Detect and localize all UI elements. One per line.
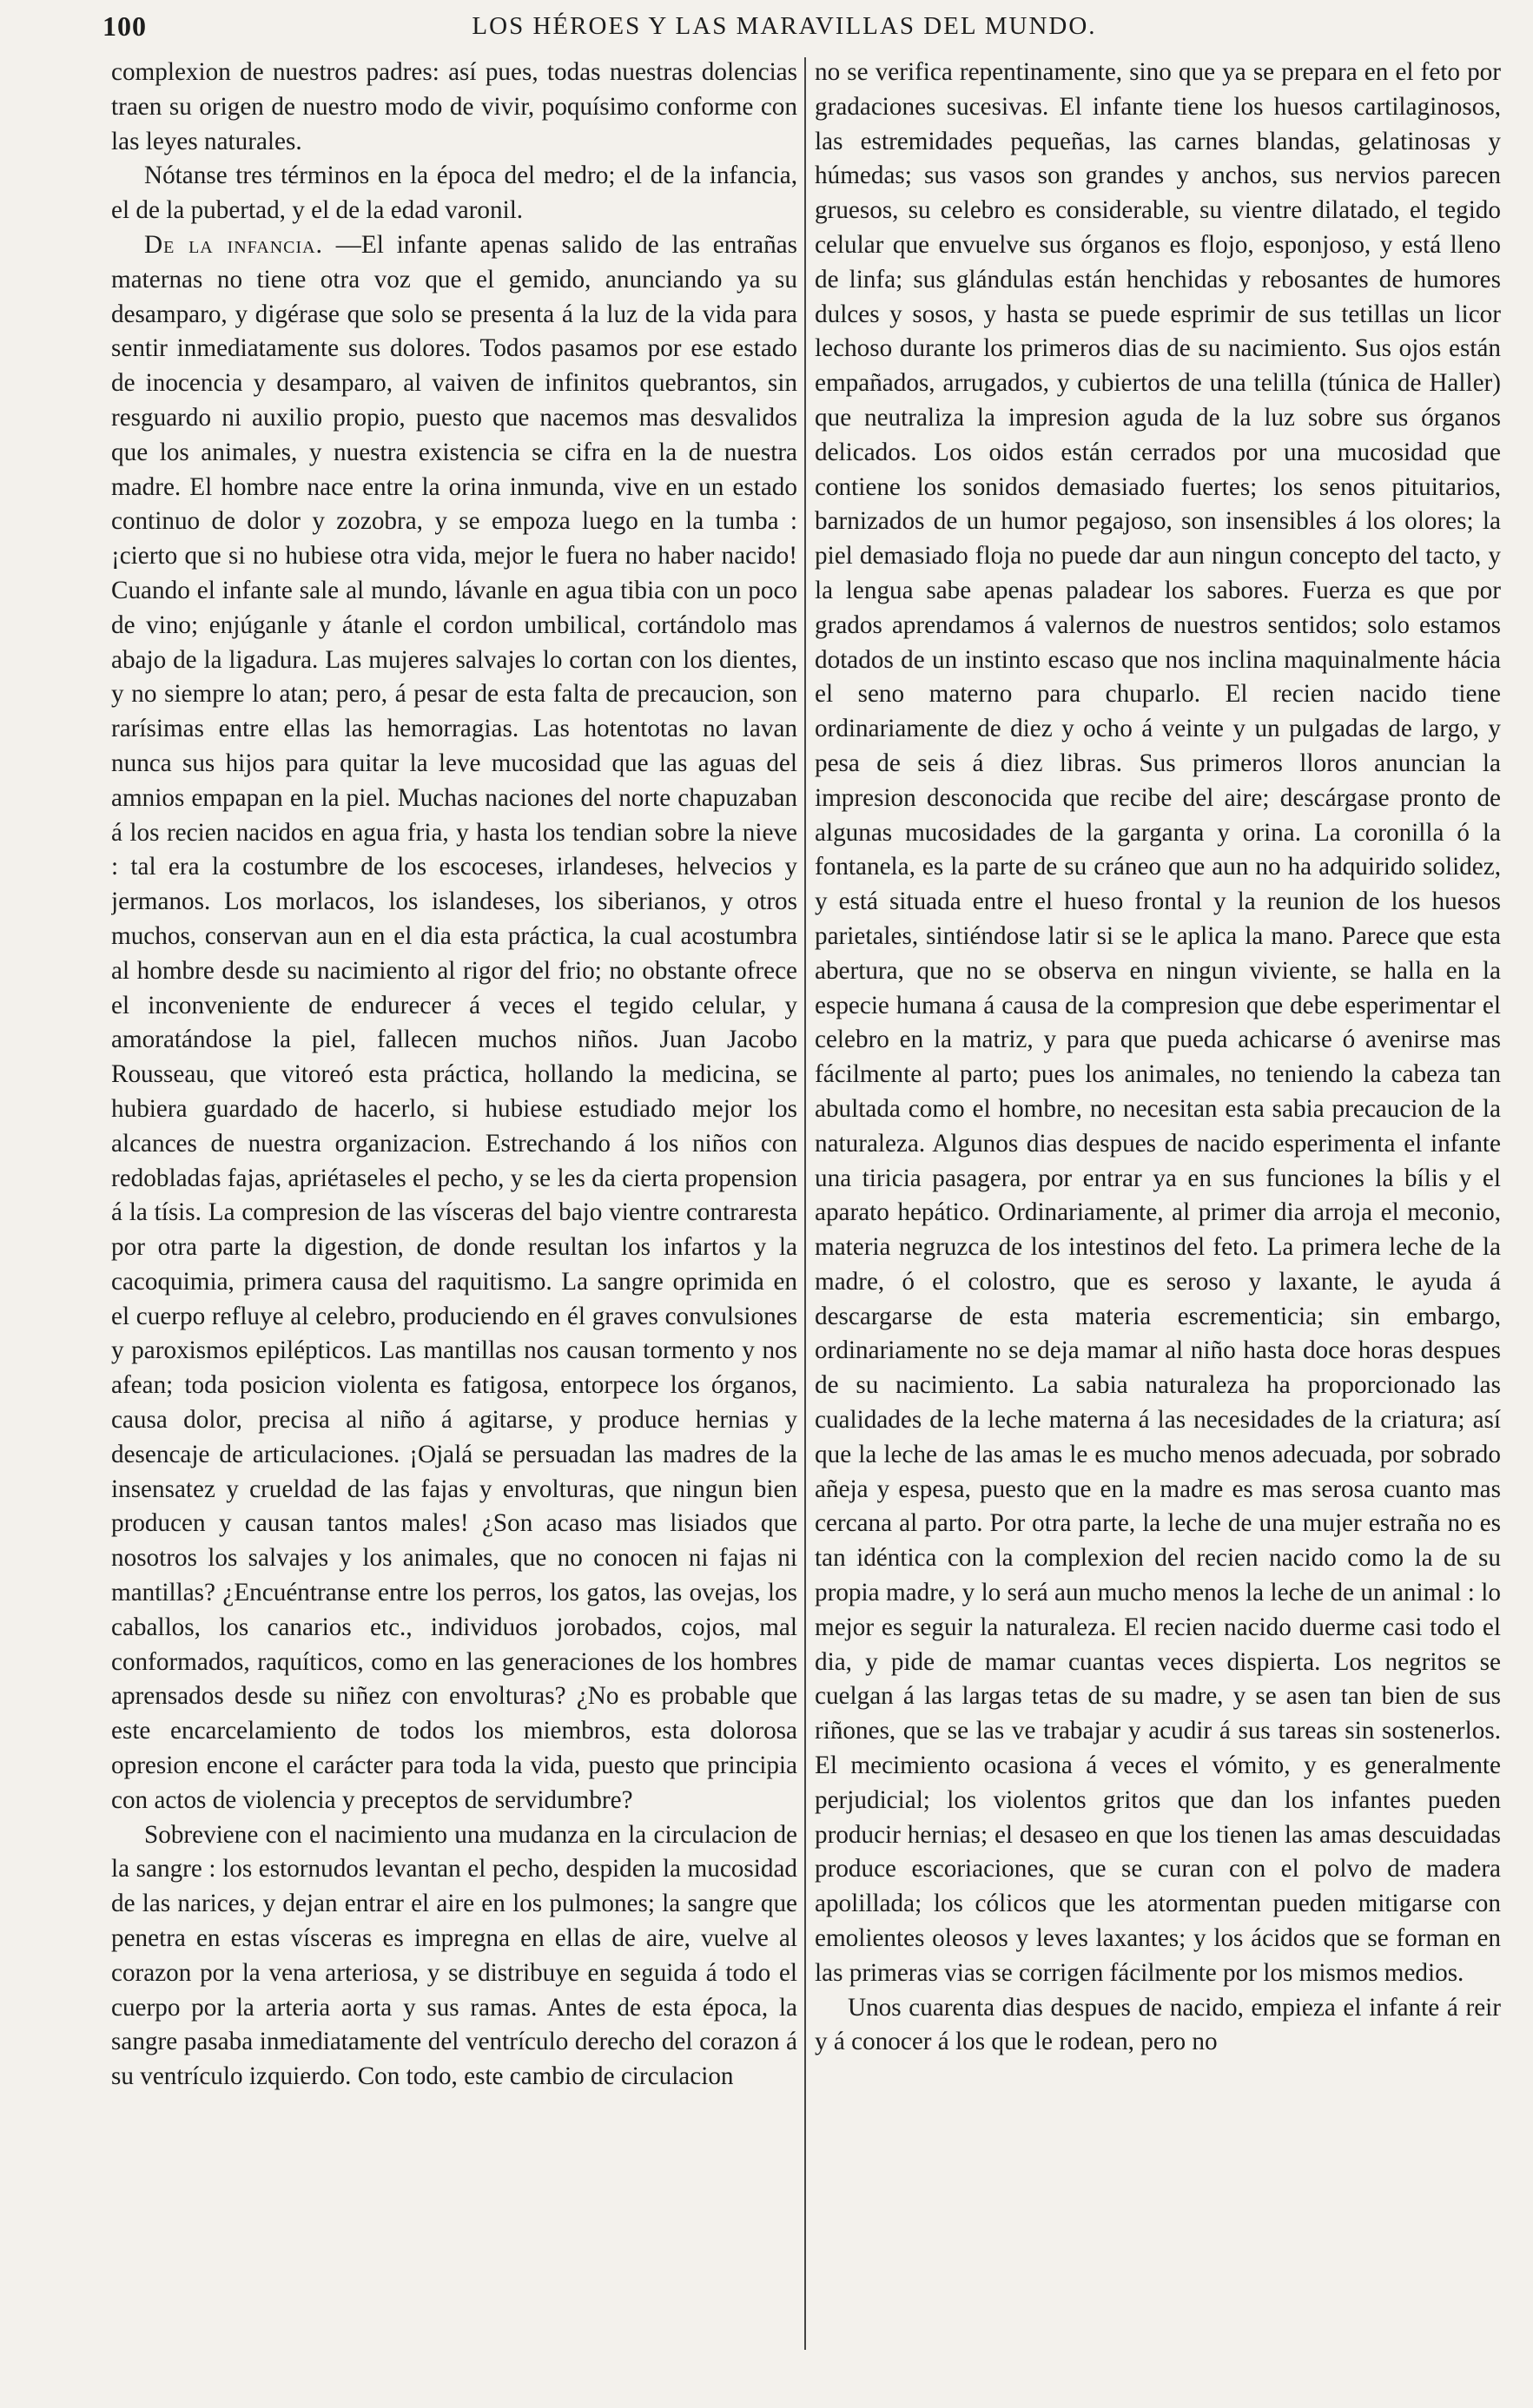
paragraph: Unos cuarenta dias despues de nacido, empieza el infante á reir y á conocer á los que le rodean, pero no bbox=[815, 1993, 1501, 2056]
paragraph bbox=[111, 228, 797, 1818]
paragraph: Sobreviene con el nacimiento una mudanza en la circulacion de la sangre : los estornudos levantan el pecho, despiden la mucosidad de las narices, y dejan entrar el aire en los pulmones; la sangre que penetra en estas vísceras es impregna en ellas de aire, vuelve al corazon por la vena arteriosa, y se distribuye en seguida á todo el cuerpo por la arteria aorta y sus ramas. Antes de esta época, la sangre pasaba inmediatamente del ventrículo derecho del corazon á su ventrículo izquierdo. Con todo, este cambio de circulacion bbox=[111, 1820, 797, 2091]
paragraph: no se verifica repentinamente, sino que ya se prepara en el feto por gradaciones sucesivas. El infante tiene los huesos cartilaginosos, las estremidades pequeñas, las carnes blandas, gelatinosas y húmedas; sus vasos son grandes y anchos, sus nervios parecen gruesos, su celebro es considerable, su vientre dilatado, el tegido celular que envuelve sus órganos es flojo, esponjoso, y está lleno de linfa; sus glándulas están henchidas y rebosantes de humores dulces y sosos, y hasta se puede esprimir de sus tetillas un licor lechoso durante los primeros dias de su nacimiento. Sus ojos están empañados, arrugados, y cubiertos de una telilla (túnica de Haller) que neutraliza la impresion aguda de la luz sobre sus órganos delicados. Los oidos están cerrados por una mucosidad que contiene los sonidos demasiado fuertes; los senos pituitarios, barnizados de un humor pegajoso, son insensibles á los olores; la piel demasiado floja no puede dar aun ningun concepto del tacto, y la lengua sabe apenas paladear los sabores. Fuerza es que por grados aprendamos á valernos de nuestros sentidos; solo estamos dotados de un instinto escaso que nos inclina maquinalmente hácia el seno materno para chuparlo. El recien nacido tiene ordinariamente de diez y ocho á veinte y un pulgadas de largo, y pesa de seis á diez libras. Sus primeros lloros anuncian la impresion desconocida que recibe del aire; descárgase pronto de algunas mucosidades de la garganta y orina. La coronilla ó la fontanela, es la parte de su cráneo que aun no ha adquirido solidez, y está situada entre el hueso frontal y la reunion de los huesos parietales, sintiéndose latir si se le aplica la mano. Parece que esta abertura, que no se observa en ningun viviente, se halla en la especie humana á causa de la compresion que debe esperimentar el celebro en la matriz, y para que pueda achicarse ó avenirse mas fácilmente al parto; pues los animales, no teniendo la cabeza tan abultada como el hombre, no necesitan esta sabia precaucion de la naturaleza. Algunos dias despues de nacido esperimenta el infante una tiricia pasagera, por entrar ya en sus funciones la bílis y el aparato hepático. Ordinariamente, al primer dia arroja el meconio, materia negruzca de los intestinos del feto. La primera leche de la madre, ó el colostro, que es seroso y laxante, le ayuda á descargarse de esta materia escrementicia; sin embargo, ordinariamente no se deja mamar al niño hasta doce horas despues de su nacimiento. La sabia naturaleza ha proporcionado las cualidades de la leche materna á las necesidades de la criatura; así que la leche de las amas le es mucho menos adecuada, por sobrado añeja y espesa, puesto que en la madre es mas serosa cuanto mas cercana al parto. Por otra parte, la leche de una mujer estraña no es tan idéntica con la complexion del recien nacido como la de su propia madre, y lo será aun mucho menos la leche de un animal : lo mejor es seguir la naturaleza. El recien nacido duerme casi todo el dia, y pide de mamar cuantas veces dispierta. Los negritos se cuelgan á las largas tetas de su madre, y se asen tan bien de sus riñones, que se las ve trabajar y acudir á sus tareas sin sostenerlos. El mecimiento ocasiona á veces el vómito, y es generalmente perjudicial; los violentos gritos que dan los infantes pueden producir hernias; el desaseo en que los tienen las amas descuidadas produce escoriaciones, que se curan con el polvo de madera apolillada; los cólicos que les atormentan pueden mitigarse con emolientes oleosos y leves laxantes; y los ácidos que se forman en las primeras vias se corrigen fácilmente por los mismos medios. bbox=[815, 58, 1501, 1987]
section-heading: De la infancia. bbox=[144, 230, 323, 259]
page-header bbox=[102, 10, 1466, 45]
paragraph: Nótanse tres términos en la época del medro; el de la infancia, el de la pubertad, y el de la edad varonil. bbox=[111, 162, 797, 225]
column-divider bbox=[804, 57, 806, 2350]
paragraph-body: —El infante apenas salido de las entrañas maternas no tiene otra voz que el gemido, anunciando ya su desamparo, y digérase que solo se presenta á la luz de la vida para sentir inmediatamente sus dolores. Todos pasamos por ese estado de inocencia y desamparo, al vaiven de infinitos quebrantos, sin resguardo ni auxilio propio, puesto que nacemos mas desvalidos que los animales, y nuestra existencia se cifra en la de nuestra madre. El hombre nace entre la orina inmunda, vive en un estado continuo de dolor y zozobra, y se empoza luego en la tumba : ¡cierto que si no hubiese otra vida, mejor le fuera no haber nacido! Cuando el infante sale al mundo, lávanle en agua tibia con un poco de vino; enjúganle y átanle el cordon umbilical, cortándolo mas abajo de la ligadura. Las mujeres salvajes lo cortan con los dientes, y no siempre lo atan; pero, á pesar de esta falta de precaucion, son rarísimas entre ellas las hemorragias. Las hotentotas no lavan nunca sus hijos para quitar la leve mucosidad que las aguas del amnios empapan en la piel. Muchas naciones del norte chapuzaban á los recien nacidos en agua fria, y hasta los tendian sobre la nieve : tal era la costumbre de los escoceses, irlandeses, helvecios y jermanos. Los morlacos, los islandeses, los siberianos, y otros muchos, conservan aun en el dia esta práctica, la cual acostumbra al hombre desde su nacimiento al rigor del frio; no obstante ofrece el inconveniente de endurecer á veces el tegido celular, y amoratándose la piel, fallecen muchos niños. Juan Jacobo Rousseau, que vitoreó esta práctica, hollando la medicina, se hubiera guardado de hacerlo, si hubiese estudiado mejor los alcances de nuestra organizacion. Estrechando á los niños con redobladas fajas, apriétaseles el pecho, y se les da cierta propension á la tísis. La compresion de las vísceras del bajo vientre contraresta por otra parte la digestion, de donde resultan los infartos y la cacoquimia, primera causa del raquitismo. La sangre oprimida en el cuerpo refluye al celebro, produciendo en él graves convulsiones y paroxismos epilépticos. Las mantillas nos causan tormento y nos afean; toda posicion violenta es fatigosa, entorpece los órganos, causa dolor, precisa al niño á agitarse, y produce hernias y desencaje de articulaciones. ¡Ojalá se persuadan las madres de la insensatez y crueldad de las fajas y envolturas, que ningun bien producen y causan tantos males! ¿Son acaso mas lisiados que nosotros los salvajes y los animales, que no conocen ni fajas ni mantillas? ¿Encuéntranse entre los perros, los gatos, las ovejas, los caballos, los canarios etc., individuos jorobados, cojos, mal conformados, raquíticos, como en las generaciones de los hombres aprensados desde su niñez con envolturas? ¿No es probable que este encarcelamiento de todos los miembros, esta dolorosa opresion encone el carácter para toda la vida, puesto que principia con actos de violencia y preceptos de servidumbre? bbox=[111, 230, 797, 1814]
paragraph: complexion de nuestros padres: así pues, todas nuestras dolencias traen su origen de nuestro modo de vivir, poquísimo conforme con las leyes naturales. bbox=[111, 58, 797, 155]
right-column bbox=[815, 56, 1501, 2357]
left-column bbox=[111, 56, 797, 2357]
page-number: 100 bbox=[102, 10, 147, 42]
running-title: LOS HÉROES Y LAS MARAVILLAS DEL MUNDO. bbox=[472, 12, 1097, 40]
